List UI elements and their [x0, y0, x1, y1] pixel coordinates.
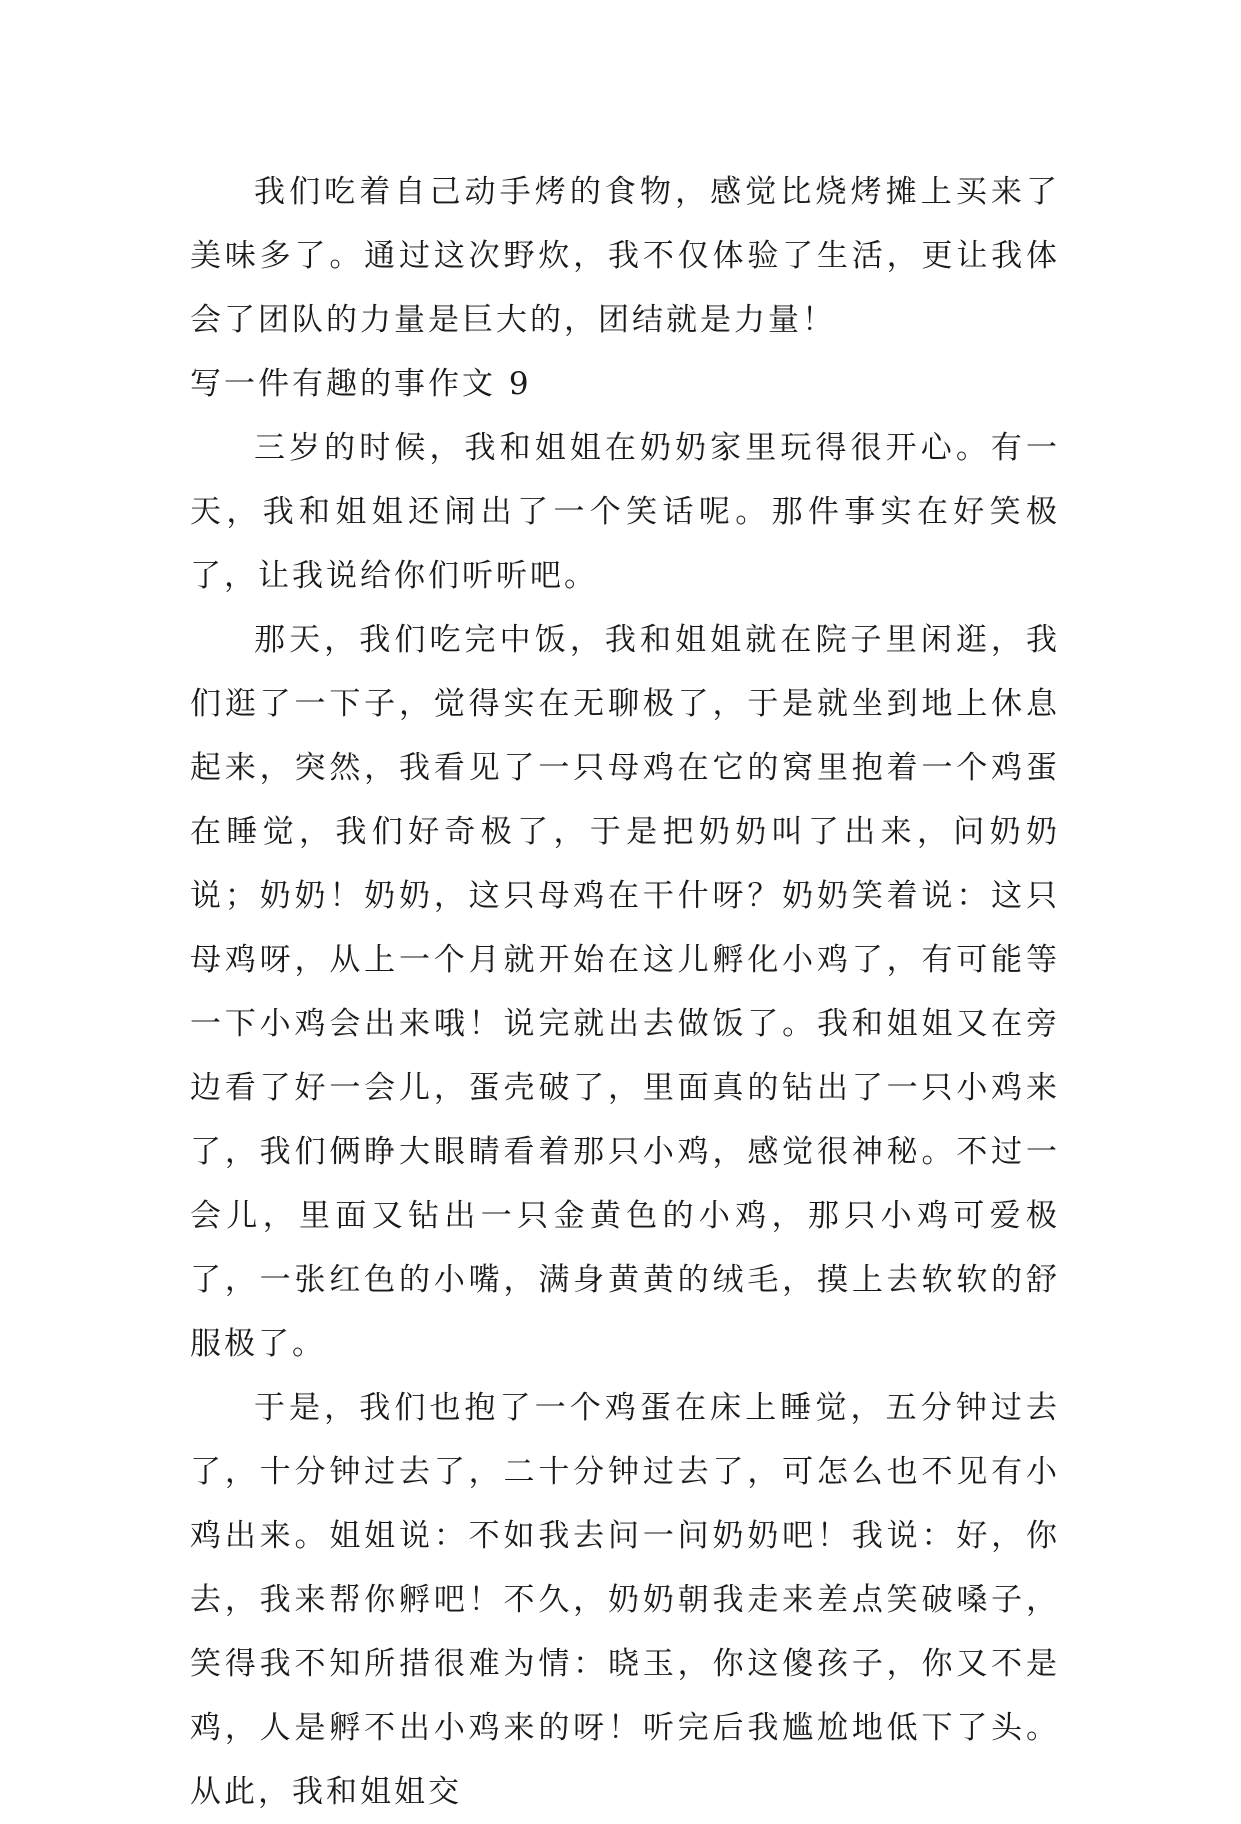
paragraph-picnic-conclusion: 我们吃着自己动手烤的食物，感觉比烧烤摊上买来了美味多了。通过这次野炊，我不仅体验了生活，更让我体会了团队的力量是巨大的，团结就是力量！ [190, 174, 1060, 338]
essay-heading: 写一件有趣的事作文 9 [190, 366, 532, 402]
paragraph-hen-and-chick: 那天，我们吃完中饭，我和姐姐就在院子里闲逛，我们逛了一下子，觉得实在无聊极了，于是就坐到地上休息起来，突然，我看见了一只母鸡在它的窝里抱着一个鸡蛋在睡觉，我们好奇极了，于是把奶奶叫了出来，问奶奶说；奶奶！奶奶，这只母鸡在干什呀？奶奶笑着说：这只母鸡呀，从上一个月就开始在这儿孵化小鸡了，有可能等一下小鸡会出来哦！说完就出去做饭了。我和姐姐又在旁边看了好一会儿，蛋壳破了，里面真的钻出了一只小鸡来了，我们俩睁大眼睛看着那只小鸡，感觉很神秘。不过一会儿，里面又钻出一只金黄色的小鸡，那只小鸡可爱极了，一张红色的小嘴，满身黄黄的绒毛，摸上去软软的舒服极了。 [190, 622, 1060, 1362]
paragraph-intro: 三岁的时候，我和姐姐在奶奶家里玩得很开心。有一天，我和姐姐还闹出了一个笑话呢。那件事实在好笑极了，让我说给你们听听吧。 [190, 430, 1060, 594]
paragraph-egg-hatching-attempt: 于是，我们也抱了一个鸡蛋在床上睡觉，五分钟过去了，十分钟过去了，二十分钟过去了，可怎么也不见有小鸡出来。姐姐说：不如我去问一问奶奶吧！我说：好，你去，我来帮你孵吧！不久，奶奶朝我走来差点笑破嗓子，笑得我不知所措很难为情：晓玉，你这傻孩子，你又不是鸡，人是孵不出小鸡来的呀！听完后我尴尬地低下了头。从此，我和姐姐交 [190, 1390, 1060, 1810]
document-body [190, 160, 1060, 1824]
